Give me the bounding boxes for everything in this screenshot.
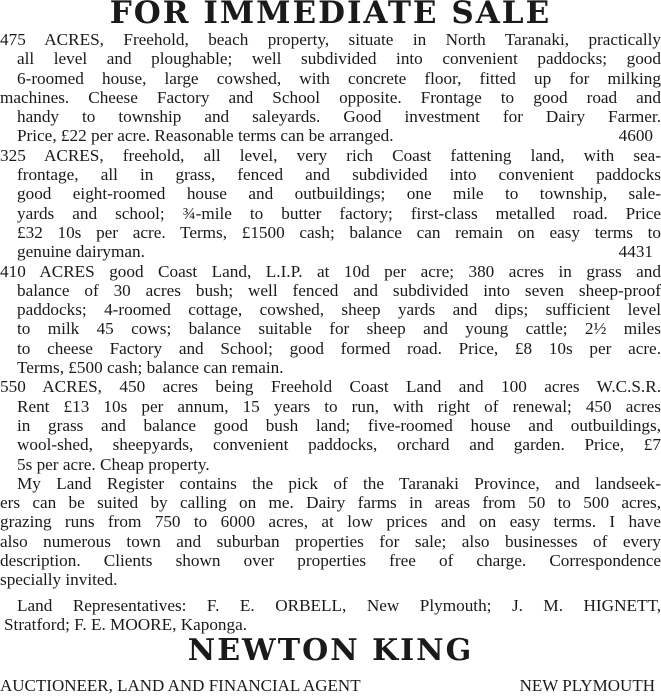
listing-line: genuine dairyman. (17, 242, 145, 262)
listing-line: 410 ACRES good Coast Land, L.I.P. at 10d per acre; 380 acres in grass and (0, 261, 661, 281)
representatives-line: Land Representatives: F. E. ORBELL, New Plymouth; J. M. HIGNETT, (17, 596, 661, 615)
footer-title: AUCTIONEER, LAND AND FINANCIAL AGENT (0, 676, 361, 695)
listing-line: machines. Cheese Factory and School opposite. Frontage to good road and (0, 87, 661, 107)
listing-ref-number: 4431 (618, 242, 653, 262)
paragraph-line: My Land Register contains the pick of the Taranaki Province, and landseek- (17, 473, 661, 493)
listing-line: handy to township and saleyards. Good investment for Dairy Farmer. (17, 107, 661, 127)
paragraph-line: grazing runs from 750 to 6000 acres, at low prices and on easy terms. I have (0, 512, 661, 532)
listing-line: paddocks; 4-roomed cottage, cowshed, sheep yards and dips; sufficient level (17, 300, 661, 320)
listing-line: 325 ACRES, freehold, all level, very rich Coast fattening land, with sea- (0, 145, 661, 165)
listing-line: Price, £22 per acre. Reasonable terms can be arranged. (17, 126, 394, 146)
land-representatives (0, 596, 661, 635)
listing-410-acres (0, 262, 661, 378)
paragraph-line: specially invited. (0, 570, 118, 590)
listing-last-line (0, 126, 661, 145)
ad-body (0, 30, 661, 590)
paragraph-line: ers can be suited by calling on me. Dairy farms in areas from 50 to 500 acres, (0, 493, 661, 513)
listing-550-acres (0, 377, 661, 473)
listing-line: in grass and balance good bush land; five-roomed house and outbuildings, (17, 415, 661, 435)
listing-ref-number: 4600 (618, 126, 653, 146)
listing-line: 6-roomed house, large cowshed, with concrete floor, fitted up for milking (17, 68, 661, 88)
listing-line: to cheese Factory and School; good formed road. Price, £8 10s per acre. (17, 338, 661, 358)
listing-line: £32 10s per acre. Terms, £1500 cash; balance can remain on easy terms to (17, 222, 661, 242)
paragraph-line: also numerous town and suburban properties for sale; also businesses of every (0, 531, 661, 551)
listing-last-line (0, 242, 661, 261)
listing-line: 5s per acre. Cheap property. (17, 454, 210, 474)
headline: FOR IMMEDIATE SALE (109, 0, 552, 31)
listing-line: 550 ACRES, 450 acres being Freehold Coast Land and 100 acres W.C.S.R. (0, 377, 661, 397)
listing-line: 475 ACRES, Freehold, beach property, situate in North Taranaki, practically (0, 30, 661, 49)
listing-line: Terms, £500 cash; balance can remain. (17, 358, 284, 378)
listing-line: to milk 45 cows; balance suitable for sheep and young cattle; 2½ miles (17, 319, 661, 339)
listing-325-acres (0, 146, 661, 262)
representatives-line: Stratford; F. E. MOORE, Kaponga. (4, 615, 248, 635)
footer-location: NEW PLYMOUTH (519, 676, 655, 695)
paragraph-line: description. Clients shown over properties free of charge. Correspondence (0, 551, 661, 571)
firm-name: NEWTON KING (187, 633, 474, 668)
listing-line: all level and ploughable; well subdivided into convenient paddocks; good (17, 49, 661, 69)
listing-line: yards and school; ¾-mile to butter factory; first-class metalled road. Price (17, 203, 661, 223)
listing-line: good eight-roomed house and outbuildings; one mile to township, sale- (17, 184, 661, 204)
listing-line: frontage, all in grass, fenced and subdivided into convenient paddocks (17, 165, 661, 185)
register-paragraph (0, 474, 661, 590)
listing-line: Rent £13 10s per annum, 15 years to run, with right of renewal; 450 acres (17, 396, 661, 416)
listing-line: wool-shed, sheepyards, convenient paddocks, orchard and garden. Price, £7 (17, 435, 661, 455)
listing-line: balance of 30 acres bush; well fenced and subdivided into seven sheep-proof (17, 280, 661, 300)
listing-475-acres (0, 30, 661, 146)
